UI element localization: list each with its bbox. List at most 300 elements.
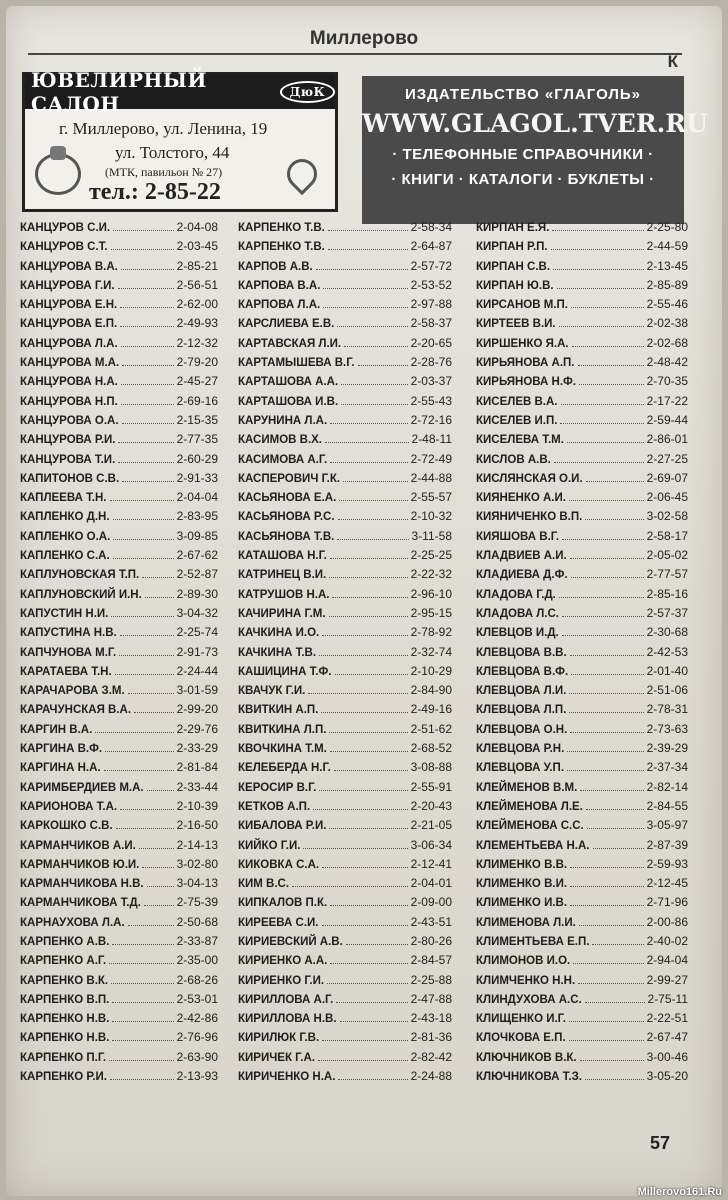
directory-entry — [20, 529, 218, 548]
directory-entry — [238, 316, 452, 335]
entry-name: КАСЬЯНОВА Р.С. — [238, 511, 335, 524]
entry-phone: 2-49-93 — [176, 316, 218, 331]
entry-phone: 2-85-16 — [646, 586, 688, 601]
entry-name: КИРИЧЕНКО Н.А. — [238, 1071, 336, 1084]
dot-leader — [144, 896, 174, 906]
directory-entry — [20, 452, 218, 471]
entry-name: КАПЛЕЕВА Т.Н. — [20, 492, 107, 505]
jewelry-phone: тел.: 2-85-22 — [89, 179, 221, 205]
dot-leader — [112, 1031, 173, 1041]
entry-phone: 2-86-01 — [646, 432, 688, 447]
directory-entry — [238, 664, 452, 683]
entry-name: КАНЦУРОВА В.А. — [20, 260, 118, 273]
dot-leader — [551, 240, 644, 250]
entry-phone: 3-04-32 — [176, 605, 218, 620]
entry-phone: 2-04-08 — [176, 220, 218, 234]
dot-leader — [567, 742, 643, 752]
dot-leader — [343, 472, 408, 482]
dot-leader — [147, 877, 174, 887]
dot-leader — [142, 568, 173, 578]
directory-entry — [238, 548, 452, 567]
entry-phone: 2-43-51 — [410, 914, 452, 929]
entry-name: КАРМАНЧИКОВ А.И. — [20, 839, 136, 852]
entry-name: КЛОЧКОВА Е.П. — [476, 1032, 566, 1045]
entry-phone: 2-20-43 — [410, 798, 452, 813]
dot-leader — [552, 221, 643, 231]
entry-phone: 2-57-37 — [646, 605, 688, 620]
dot-leader — [328, 240, 408, 250]
directory-entry — [20, 838, 218, 857]
entry-name: КАСЬЯНОВА Е.А. — [238, 492, 337, 505]
entry-phone: 2-53-01 — [176, 991, 218, 1006]
dot-leader — [322, 858, 408, 868]
directory-entry — [238, 336, 452, 355]
entry-phone: 2-25-88 — [410, 972, 452, 987]
publisher-line-1: · ТЕЛЕФОННЫЕ СПРАВОЧНИКИ · — [392, 146, 654, 163]
entry-name: КАРПЕНКО П.Г. — [20, 1051, 107, 1064]
entry-name: КАРПЕНКО Р.И. — [20, 1071, 107, 1084]
entry-name: КЛЮЧНИКОВ В.К. — [476, 1051, 577, 1064]
dot-leader — [303, 839, 407, 849]
entry-phone: 2-82-14 — [646, 779, 688, 794]
entry-phone: 2-22-32 — [410, 567, 452, 582]
entry-phone: 2-56-51 — [176, 277, 218, 292]
dot-leader — [570, 896, 644, 906]
entry-name: КАРУНИНА Л.А. — [238, 414, 328, 427]
directory-entry — [20, 760, 218, 779]
entry-name: КАНЦУРОВА Л.А. — [20, 337, 118, 350]
entry-name: КАРАТАЕВА Т.Н. — [20, 665, 112, 678]
entry-phone: 2-32-74 — [410, 644, 452, 659]
directory-entry — [20, 683, 218, 702]
dot-leader — [569, 1031, 644, 1041]
entry-phone: 2-80-26 — [410, 933, 452, 948]
entry-phone: 2-70-35 — [646, 374, 688, 389]
entry-phone: 3-05-20 — [646, 1069, 688, 1084]
directory-entry — [476, 1069, 688, 1088]
dot-leader — [112, 935, 173, 945]
entry-name: КАРГИНА Н.А. — [20, 762, 101, 775]
entry-name: КАРПЕНКО Т.В. — [238, 222, 325, 234]
page-number: 57 — [649, 1133, 670, 1153]
entry-name: КЛЕВЦОВА Р.Н. — [476, 743, 565, 756]
entry-name: КАРАЧУНСКАЯ В.А. — [20, 704, 132, 717]
directory-entry — [476, 992, 688, 1011]
directory-column-1 — [20, 220, 218, 1088]
directory-column-3 — [476, 220, 688, 1088]
directory-entry — [238, 992, 452, 1011]
entry-name: КАНЦУРОВА Н.П. — [20, 395, 118, 408]
entry-name: КИМ В.С. — [238, 878, 290, 891]
dot-leader — [121, 337, 174, 347]
entry-phone: 3-11-58 — [411, 528, 452, 543]
directory-entry — [238, 529, 452, 548]
entry-name: КЛЕВЦОВА О.Н. — [476, 723, 568, 736]
dot-leader — [113, 510, 174, 520]
entry-name: КИРЕЕВА С.И. — [238, 916, 319, 929]
entry-phone: 2-13-45 — [646, 258, 688, 273]
entry-name: КАСПЕРОВИЧ Г.К. — [238, 472, 341, 485]
entry-phone: 2-96-10 — [410, 586, 452, 601]
entry-name: КАНЦУРОВА Н.А. — [20, 376, 118, 389]
dot-leader — [316, 260, 408, 270]
dot-leader — [559, 317, 644, 327]
directory-page — [6, 6, 722, 1196]
entry-phone: 3-08-88 — [410, 760, 452, 775]
dot-leader — [337, 317, 407, 327]
dot-leader — [341, 375, 407, 385]
dot-leader — [328, 221, 408, 231]
entry-phone: 2-72-49 — [410, 451, 452, 466]
entry-name: КАТАШОВА Н.Г. — [238, 550, 327, 563]
entry-phone: 2-95-15 — [410, 605, 452, 620]
directory-entry — [476, 394, 688, 413]
entry-phone: 2-99-27 — [646, 972, 688, 987]
entry-name: КИРИЕВСКИЙ А.В. — [238, 935, 343, 948]
entry-phone: 2-58-34 — [410, 220, 452, 234]
directory-entry — [20, 895, 218, 914]
dot-leader — [139, 839, 174, 849]
directory-entry — [238, 760, 452, 779]
entry-name: КИЯНИЧЕНКО В.П. — [476, 511, 583, 524]
entry-name: КАПЧУНОВА М.Г. — [20, 646, 117, 659]
dot-leader — [335, 665, 408, 675]
entry-name: КАТРУШОВ Н.А. — [238, 588, 330, 601]
directory-entry — [238, 857, 452, 876]
dot-leader — [336, 993, 407, 1003]
dot-leader — [562, 626, 644, 636]
directory-entry — [476, 934, 688, 953]
entry-name: КАРПЕНКО В.К. — [20, 974, 109, 987]
entry-name: КЛЮЧНИКОВА Т.З. — [476, 1071, 582, 1084]
directory-entry — [20, 645, 218, 664]
publisher-url: WWW.GLAGOL.TVER.RU — [362, 109, 708, 138]
entry-name: КЛАДОВА Л.С. — [476, 607, 559, 620]
directory-entry — [20, 876, 218, 895]
entry-phone: 2-00-86 — [646, 914, 688, 929]
directory-entry — [20, 722, 218, 741]
entry-name: КЛИЩЕНКО И.Г. — [476, 1013, 566, 1026]
entry-phone: 2-44-88 — [410, 470, 452, 485]
directory-entry — [476, 741, 688, 760]
entry-name: КЛИНДУХОВА А.С. — [476, 993, 582, 1006]
entry-phone: 2-40-02 — [646, 933, 688, 948]
directory-entry — [476, 857, 688, 876]
entry-name: КЛЕВЦОВА В.Ф. — [476, 665, 569, 678]
dot-leader — [120, 317, 173, 327]
section-letter: К — [667, 52, 678, 71]
entry-name: КЕТКОВ А.П. — [238, 800, 311, 813]
entry-name: КИЯШОВА В.Г. — [476, 530, 560, 543]
entry-phone: 2-30-68 — [646, 625, 688, 640]
directory-entry — [238, 432, 452, 451]
dot-leader — [308, 684, 407, 694]
header-divider — [28, 53, 682, 55]
entry-name: КИРИЕНКО Г.И. — [238, 974, 325, 987]
dot-leader — [330, 896, 407, 906]
entry-name: КАРГИН В.А. — [20, 723, 93, 736]
entry-name: КИРСАНОВ М.П. — [476, 299, 568, 312]
ring-icon — [35, 153, 81, 195]
dot-leader — [122, 472, 173, 482]
entry-name: КАРМАНЧИКОВ Ю.И. — [20, 858, 140, 871]
dot-leader — [329, 568, 407, 578]
dot-leader — [118, 453, 173, 463]
dot-leader — [571, 665, 643, 675]
entry-phone: 2-84-57 — [410, 953, 452, 968]
dot-leader — [323, 298, 407, 308]
dot-leader — [95, 723, 173, 733]
directory-entry — [20, 992, 218, 1011]
directory-entry — [238, 973, 452, 992]
dot-leader — [338, 1070, 407, 1080]
entry-name: КАРТАМЫШЕВА В.Г. — [238, 357, 355, 370]
entry-phone: 2-55-91 — [410, 779, 452, 794]
entry-phone: 2-85-21 — [176, 258, 218, 273]
entry-name: КИРПАН С.В. — [476, 260, 551, 273]
directory-entry — [238, 876, 452, 895]
entry-phone: 2-77-35 — [176, 432, 218, 447]
dot-leader — [585, 510, 643, 520]
directory-entry — [238, 799, 452, 818]
directory-entry — [476, 799, 688, 818]
entry-name: КИРИЕНКО А.А. — [238, 955, 328, 968]
entry-name: КИРЬЯНОВА А.П. — [476, 357, 575, 370]
directory-entry — [20, 490, 218, 509]
entry-phone: 2-81-36 — [410, 1030, 452, 1045]
entry-name: КЛАДИЕВА Д.Ф. — [476, 569, 568, 582]
dot-leader — [128, 684, 174, 694]
entry-phone: 3-00-46 — [646, 1049, 688, 1064]
entry-phone: 2-67-47 — [646, 1030, 688, 1045]
directory-entry — [238, 895, 452, 914]
entry-phone: 3-04-13 — [176, 876, 218, 891]
directory-entry — [238, 934, 452, 953]
entry-phone: 2-69-16 — [176, 393, 218, 408]
entry-name: КАПЛУНОВСКИЙ И.Н. — [20, 588, 142, 601]
directory-entry — [476, 297, 688, 316]
dot-leader — [337, 530, 408, 540]
directory-entry — [20, 799, 218, 818]
directory-entry — [20, 934, 218, 953]
entry-phone: 2-12-32 — [176, 335, 218, 350]
directory-entry — [476, 722, 688, 741]
entry-phone: 2-55-43 — [410, 393, 452, 408]
entry-name: КАНЦУРОВ С.И. — [20, 222, 111, 234]
entry-phone: 2-51-62 — [410, 721, 452, 736]
directory-entry — [238, 278, 452, 297]
dot-leader — [116, 819, 174, 829]
entry-phone: 3-05-97 — [646, 818, 688, 833]
entry-name: КЛЕВЦОВА В.В. — [476, 646, 567, 659]
dot-leader — [567, 761, 644, 771]
directory-entry — [20, 625, 218, 644]
directory-entry — [476, 336, 688, 355]
entry-name: КЛИМЕНКО В.И. — [476, 878, 568, 891]
entry-phone: 2-44-59 — [646, 239, 688, 254]
entry-phone: 3-06-34 — [410, 837, 452, 852]
directory-entry — [238, 953, 452, 972]
entry-phone: 2-03-45 — [176, 239, 218, 254]
dot-leader — [147, 781, 174, 791]
entry-name: КАРПЕНКО Н.В. — [20, 1013, 110, 1026]
entry-phone: 2-12-45 — [646, 876, 688, 891]
entry-name: КАРГИНА В.Ф. — [20, 743, 103, 756]
entry-name: КАРСЛИЕВА Е.В. — [238, 318, 335, 331]
directory-entry — [20, 857, 218, 876]
entry-phone: 2-58-17 — [646, 528, 688, 543]
entry-phone: 2-81-84 — [176, 760, 218, 775]
entry-name: КАРАЧАРОВА З.М. — [20, 685, 125, 698]
entry-name: КАРПЕНКО А.Г. — [20, 955, 107, 968]
entry-phone: 2-04-04 — [176, 490, 218, 505]
dot-leader — [120, 800, 174, 810]
directory-entry — [20, 1030, 218, 1049]
dot-leader — [325, 433, 409, 443]
dot-leader — [562, 530, 644, 540]
entry-phone: 2-91-73 — [176, 644, 218, 659]
entry-phone: 2-85-89 — [646, 277, 688, 292]
entry-phone: 2-21-05 — [410, 818, 452, 833]
dot-leader — [557, 279, 644, 289]
entry-name: КАРПЕНКО В.П. — [20, 993, 110, 1006]
directory-entry — [476, 529, 688, 548]
dot-leader — [322, 626, 407, 636]
dot-leader — [560, 414, 643, 424]
entry-phone: 2-10-39 — [176, 798, 218, 813]
dot-leader — [113, 221, 174, 231]
dot-leader — [559, 588, 644, 598]
directory-entry — [238, 509, 452, 528]
entry-name: КИРПАН Ю.В. — [476, 279, 554, 292]
dot-leader — [321, 703, 407, 713]
entry-name: КИРПАН Е.Я. — [476, 222, 550, 234]
entry-phone: 2-25-74 — [176, 625, 218, 640]
entry-name: КАНЦУРОВА О.А. — [20, 414, 119, 427]
entry-phone: 2-59-44 — [646, 412, 688, 427]
entry-name: КИРШЕНКО Я.А. — [476, 337, 569, 350]
dot-leader — [121, 260, 174, 270]
dot-leader — [562, 607, 644, 617]
entry-name: КЛЕЙМЕНОВ В.М. — [476, 781, 578, 794]
directory-entry — [476, 413, 688, 432]
directory-entry — [476, 548, 688, 567]
dot-leader — [554, 453, 644, 463]
entry-phone: 2-47-88 — [410, 991, 452, 1006]
directory-entry — [238, 297, 452, 316]
directory-entry — [20, 606, 218, 625]
entry-phone: 2-83-95 — [176, 509, 218, 524]
dot-leader — [332, 588, 407, 598]
dot-leader — [330, 453, 407, 463]
entry-name: КИСЕЛЕВА Т.М. — [476, 434, 564, 447]
entry-phone: 2-57-72 — [410, 258, 452, 273]
entry-name: КЛЕЙМЕНОВА Л.Е. — [476, 800, 583, 813]
directory-entry — [238, 838, 452, 857]
entry-phone: 2-84-90 — [410, 683, 452, 698]
entry-name: КАПУСТИНА Н.В. — [20, 627, 117, 640]
dot-leader — [145, 588, 174, 598]
entry-name: КАШИЦИНА Т.Ф. — [238, 665, 332, 678]
directory-entry — [20, 1050, 218, 1069]
dot-leader — [112, 993, 173, 1003]
dot-leader — [585, 993, 645, 1003]
entry-phone: 2-14-13 — [176, 837, 218, 852]
directory-entry — [476, 239, 688, 258]
entry-phone: 2-51-06 — [646, 683, 688, 698]
directory-entry — [476, 876, 688, 895]
dot-leader — [587, 819, 644, 829]
directory-entry — [238, 374, 452, 393]
directory-entry — [20, 297, 218, 316]
directory-entry — [476, 220, 688, 239]
dot-leader — [570, 877, 644, 887]
directory-entry — [238, 355, 452, 374]
directory-entry — [238, 490, 452, 509]
entry-phone: 2-04-01 — [410, 876, 452, 891]
directory-entry — [238, 1011, 452, 1030]
directory-entry — [238, 818, 452, 837]
entry-phone: 2-27-25 — [646, 451, 688, 466]
dot-leader — [334, 761, 408, 771]
directory-entry — [476, 838, 688, 857]
directory-entry — [20, 548, 218, 567]
directory-entry — [238, 1069, 452, 1088]
entry-phone: 2-55-46 — [646, 297, 688, 312]
publisher-name: ИЗДАТЕЛЬСТВО «ГЛАГОЛЬ» — [404, 86, 642, 103]
dot-leader — [122, 356, 173, 366]
entry-phone: 2-89-30 — [176, 586, 218, 601]
entry-name: КАНЦУРОВА Е.П. — [20, 318, 118, 331]
entry-name: КИСЕЛЕВ И.П. — [476, 414, 558, 427]
entry-phone: 2-02-38 — [646, 316, 688, 331]
dot-leader — [113, 530, 173, 540]
directory-entry — [238, 567, 452, 586]
entry-phone: 2-24-44 — [176, 663, 218, 678]
dot-leader — [579, 916, 644, 926]
entry-name: КИКОВКА С.А. — [238, 858, 320, 871]
directory-entry — [20, 587, 218, 606]
directory-entry — [476, 760, 688, 779]
dot-leader — [128, 916, 174, 926]
directory-entry — [238, 1030, 452, 1049]
entry-name: КАНЦУРОВА Г.И. — [20, 279, 115, 292]
dot-leader — [313, 800, 407, 810]
entry-phone: 2-48-42 — [646, 355, 688, 370]
entry-phone: 2-45-27 — [176, 374, 218, 389]
entry-name: КЛЕВЦОВА Л.П. — [476, 704, 567, 717]
entry-phone: 2-39-29 — [646, 741, 688, 756]
entry-phone: 2-87-39 — [646, 837, 688, 852]
entry-name: КИСЕЛЕВ В.А. — [476, 395, 558, 408]
entry-phone: 2-25-25 — [410, 548, 452, 563]
entry-phone: 2-06-45 — [646, 490, 688, 505]
entry-phone: 2-64-87 — [410, 239, 452, 254]
entry-phone: 2-43-18 — [410, 1011, 452, 1026]
entry-phone: 2-59-93 — [646, 856, 688, 871]
directory-entry — [238, 780, 452, 799]
entry-phone: 2-29-76 — [176, 721, 218, 736]
dot-leader — [592, 935, 643, 945]
entry-phone: 2-84-55 — [646, 798, 688, 813]
directory-entry — [238, 394, 452, 413]
directory-entry — [238, 220, 452, 239]
entry-name: КАСИМОВА А.Г. — [238, 453, 328, 466]
entry-phone: 2-67-62 — [176, 548, 218, 563]
entry-phone: 2-99-20 — [176, 702, 218, 717]
dot-leader — [322, 1031, 407, 1041]
directory-entry — [20, 1069, 218, 1088]
